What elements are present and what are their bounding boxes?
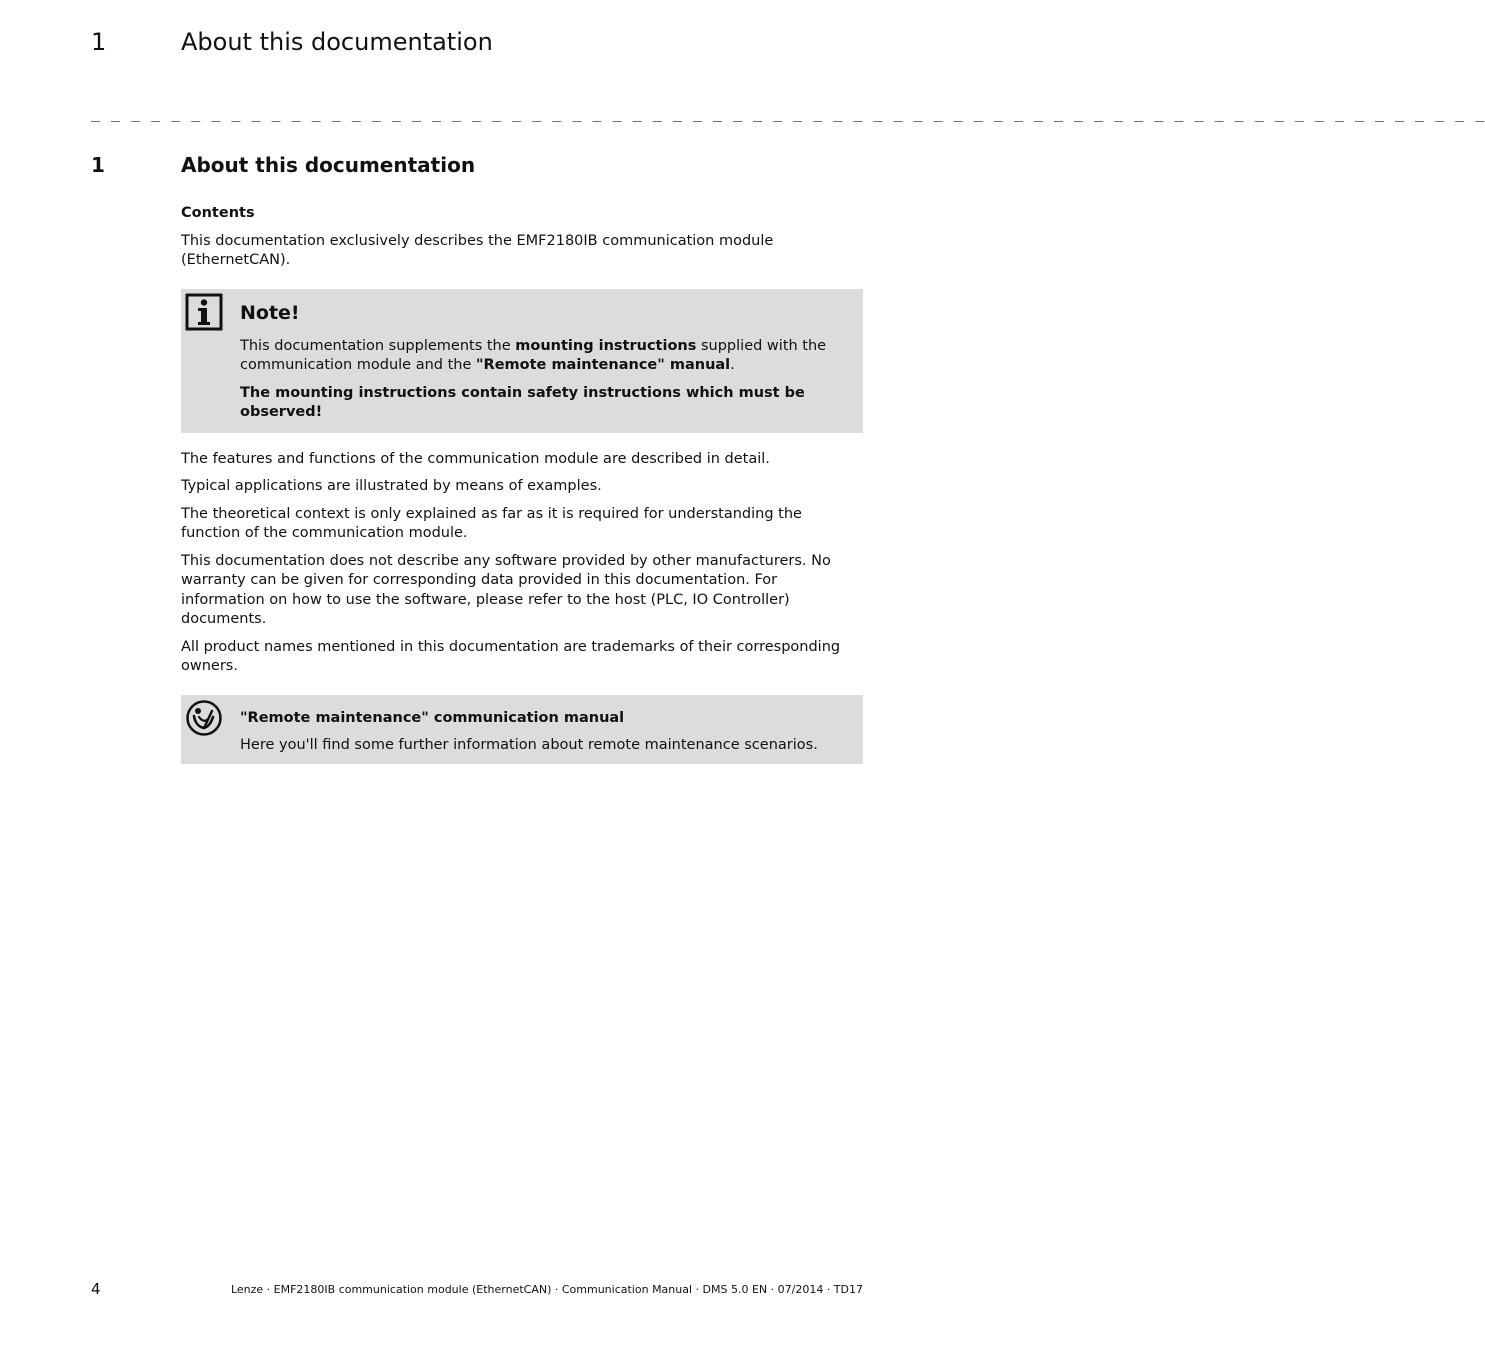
note-title: Note!: [240, 301, 300, 324]
note-bold-manual: "Remote maintenance" manual: [476, 357, 731, 373]
paragraph: This documentation does not describe any software provided by other manufacturers. No warranty can be given for corresponding data provided in this documentation. For information on how to use the software, please refer to the host (PLC, IO Controller) documents.: [181, 552, 831, 627]
note-text-after: .: [730, 357, 735, 373]
section-title: About this documentation: [181, 153, 476, 177]
main-content: [181, 204, 863, 764]
reference-title: "Remote maintenance" communication manual: [240, 709, 625, 726]
note-box: [181, 289, 863, 433]
section-number: 1: [91, 153, 105, 177]
footer-text: Lenze · EMF2180IB communication module (EthernetCAN) · Communication Manual · DMS 5.0 EN · 07/2014 · TD17: [230, 1283, 863, 1296]
info-icon: [185, 293, 223, 331]
note-text-middle: supplied with the communication module and the: [240, 337, 827, 373]
note-warning: The mounting instructions contain safety instructions which must be observed!: [240, 384, 805, 420]
footer-page-number: 4: [91, 1280, 101, 1298]
header-chapter-number: 1: [91, 28, 107, 56]
paragraph: All product names mentioned in this documentation are trademarks of their corresponding owners.: [181, 638, 841, 674]
reference-text: Here you'll find some further information about remote maintenance scenarios.: [240, 737, 818, 753]
note-bold-mounting: mounting instructions: [515, 337, 697, 354]
header-chapter-title: About this documentation: [181, 28, 493, 56]
note-text-before: This documentation supplements the: [240, 337, 516, 354]
reference-box: [181, 695, 863, 764]
header-divider: _ _ _ _ _ _ _ _ _ _ _ _ _ _ _ _ _ _ _ _ _ _ _ _ _ _ _ _ _ _ _ _ _ _ _ _ _ _ _ _ _ _ _ _ _ _ _ _ _ _ _ _ _ _ _ _ _ _ _ _ _ _ _ _ _ _ _ _ _ _: [91, 104, 1485, 122]
contents-subheading: Contents: [181, 205, 255, 221]
note-text: [240, 337, 853, 376]
paragraph: The features and functions of the communication module are described in detail.: [181, 450, 770, 467]
contents-intro: This documentation exclusively describes the EMF2180IB communication module (EthernetCAN).: [181, 232, 774, 268]
reading-person-icon: [185, 699, 223, 737]
paragraph: Typical applications are illustrated by means of examples.: [181, 478, 602, 494]
paragraph: The theoretical context is only explained as far as it is required for understanding the function of the communication module.: [181, 505, 802, 541]
